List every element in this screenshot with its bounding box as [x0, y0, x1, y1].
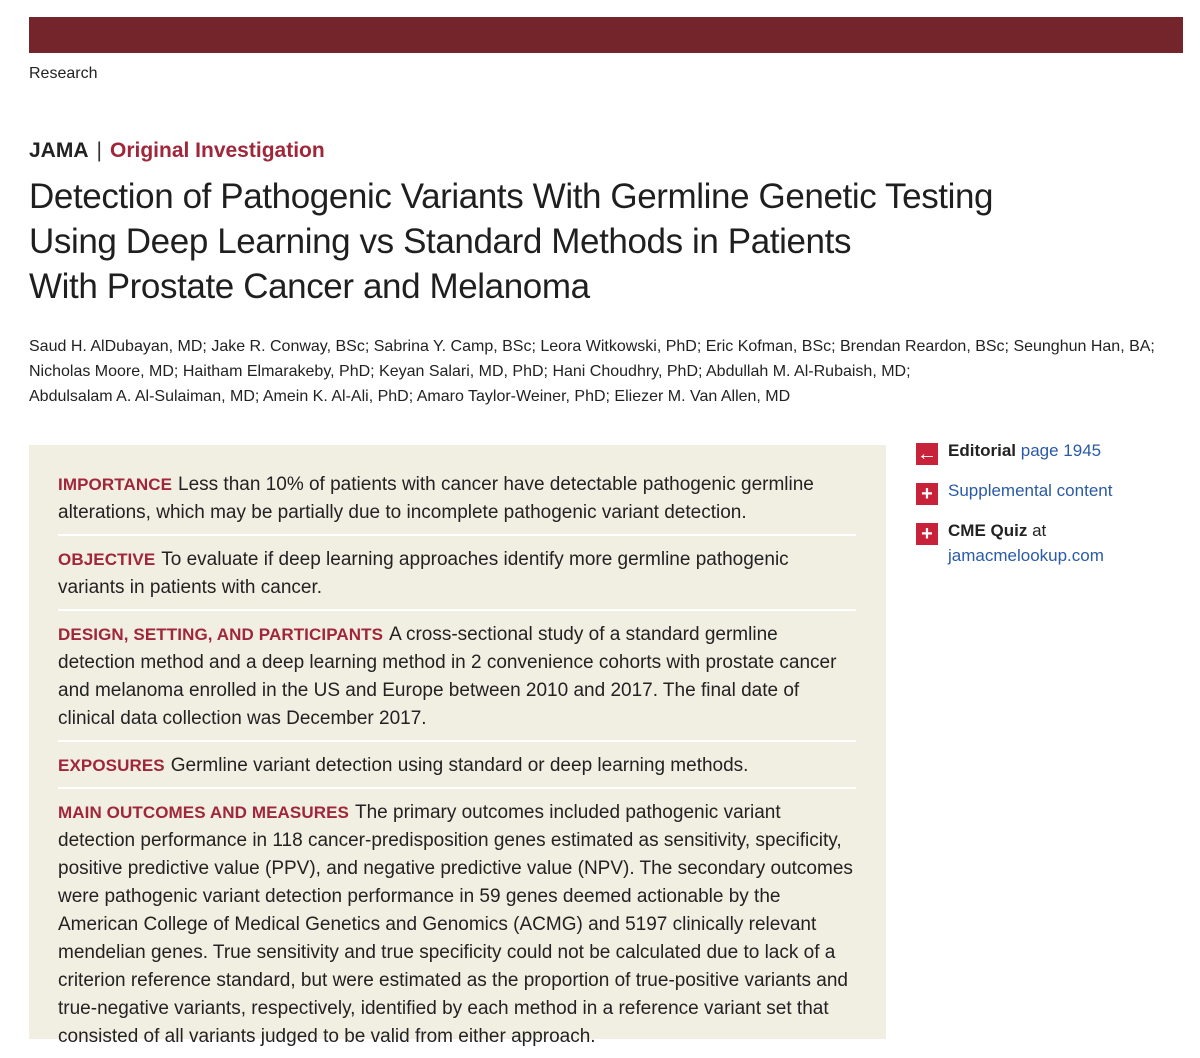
article-title [29, 174, 1069, 309]
related-content-sidebar [916, 438, 1186, 583]
section-label: Research [29, 65, 98, 82]
journal-name: JAMA [29, 139, 89, 162]
supplemental-content-link[interactable]: Supplemental content [948, 481, 1113, 500]
abstract-text: The primary outcomes included pathogenic variant detection performance in 118 cancer-predisposition genes estimated as sensitivity, specificity, positive predictive value (PPV), and negative predictive value (NPV). The secondary outcomes were pathogenic variant detection performance in 59 genes deemed actionable by the American College of Medical Genetics and Genomics (ACMG) and 5197 clinically relevant mendelian genes. True sensitivity and true specificity could not be calculated due to lack of a criterion reference standard, but were estimated as the proportion of true-positive variants and true-negative variants, respectively, identified by each method in a reference variant set that consisted of all variants judged to be valid from either approach. [58, 802, 853, 1047]
cme-quiz-item[interactable] [916, 518, 1186, 568]
plus-icon: + [916, 523, 938, 545]
abstract-section-outcomes [58, 795, 856, 1058]
abstract-section-objective [58, 542, 856, 611]
author-line: Abdulsalam A. Al-Sulaiman, MD; Amein K. Al-Ali, PhD; Amaro Taylor-Weiner, PhD; Eliezer M. Van Allen, MD [29, 388, 791, 405]
author-line: Nicholas Moore, MD; Haitham Elmarakeby, PhD; Keyan Salari, MD, PhD; Hani Choudhry, PhD; Abdullah M. Al-Rubaish, MD; [29, 363, 911, 380]
abstract-text: To evaluate if deep learning approaches identify more germline pathogenic variants in patients with cancer. [58, 549, 789, 598]
title-line: Detection of Pathogenic Variants With Germline Genetic Testing [29, 177, 994, 216]
supplemental-content-item[interactable] [916, 478, 1186, 503]
title-line: With Prostate Cancer and Melanoma [29, 267, 590, 306]
abstract-text: A cross-sectional study of a standard germline detection method and a deep learning method in 2 convenience cohorts with prostate cancer and melanoma enrolled in the US and Europe between 2010 and 2017. The final date of clinical data collection was December 2017. [58, 624, 837, 729]
editorial-label: Editorial [948, 441, 1017, 460]
abstract-box [29, 445, 886, 1047]
abstract-heading: DESIGN, SETTING, AND PARTICIPANTS [58, 625, 384, 644]
abstract-heading: IMPORTANCE [58, 475, 173, 494]
abstract-section-design [58, 617, 856, 742]
editorial-link-item[interactable] [916, 438, 1186, 463]
abstract-text: Germline variant detection using standard or deep learning methods. [170, 755, 749, 776]
article-type: Original Investigation [109, 139, 325, 162]
journal-line [29, 139, 325, 163]
abstract-heading: OBJECTIVE [58, 550, 156, 569]
abstract-heading: MAIN OUTCOMES AND MEASURES [58, 803, 349, 822]
arrow-left-icon: ← [917, 443, 937, 465]
cme-quiz-label: CME Quiz [948, 521, 1028, 540]
title-line: Using Deep Learning vs Standard Methods in Patients [29, 222, 852, 261]
abstract-heading: EXPOSURES [58, 756, 165, 775]
journal-separator: | [96, 139, 102, 162]
author-list [29, 334, 1189, 409]
plus-icon: + [916, 483, 938, 505]
top-color-bar [29, 17, 1183, 53]
abstract-section-importance [58, 467, 856, 536]
abstract-section-exposures [58, 748, 856, 789]
abstract-text: Less than 10% of patients with cancer have detectable pathogenic germline alterations, which may be partially due to incomplete pathogenic variant detection. [58, 474, 814, 523]
cme-quiz-suffix: at [1032, 521, 1047, 540]
editorial-page-link[interactable]: page 1945 [1020, 441, 1102, 460]
author-line: Saud H. AlDubayan, MD; Jake R. Conway, BSc; Sabrina Y. Camp, BSc; Leora Witkowski, PhD; Eric Kofman, BSc; Brendan Reardon, BSc; Seunghun Han, BA; [29, 338, 1155, 355]
cme-lookup-link[interactable]: jamacmelookup.com [948, 546, 1104, 565]
